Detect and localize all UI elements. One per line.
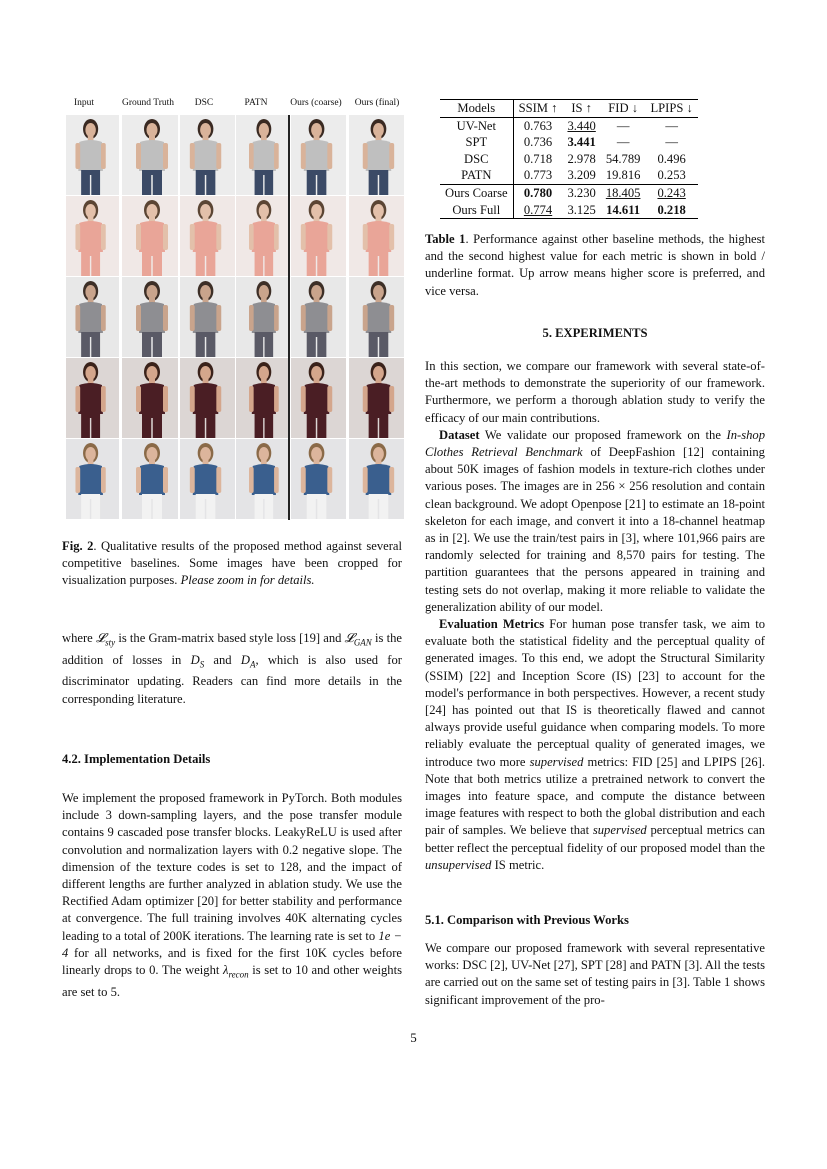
table-row [440, 184, 698, 201]
table-cell: 0.780 [523, 185, 553, 200]
text-run: , which is also used for discriminator updating. Readers can find more details in the corresponding literature. [62, 652, 402, 706]
person-photo-icon [122, 439, 178, 519]
text-run: where [62, 631, 96, 645]
table-row [440, 151, 698, 168]
table-cell: 0.253 [657, 168, 686, 183]
figure-divider-line [288, 115, 290, 520]
table-cell: 0.496 [657, 151, 686, 166]
figure-column-labels [66, 98, 404, 112]
table-cell: 0.736 [523, 135, 553, 150]
text-run: IS metric. [491, 857, 545, 872]
math-ds: $D_S$ [190, 652, 205, 670]
table-cell: — [616, 118, 630, 133]
table-cell: 3.230 [567, 185, 596, 200]
results-table [440, 99, 698, 219]
result-image [180, 115, 235, 195]
section-heading-comparison: 5.1. Comparison with Previous Works [425, 913, 629, 927]
text-run: For human pose transfer task, we aim to evaluate both the statistical fidelity and the perceptual quality of generated images. To this end, we adopt the Structural Similarity (SSIM) [22] and Inception Score (IS) [23] to account for the model's performance in both perspectives. However, a recent study [24] has pointed out that IS is theoretically flawed and cannot always provide useful guidance when comparing models. To more reliably evaluate the perceptual quality of generated images, we introduce two more [425, 617, 765, 769]
math-learning-rate: 1e − 4 [62, 928, 402, 960]
col-label-input: Input [73, 98, 95, 108]
person-photo-icon [291, 277, 346, 357]
table-cell: SPT [440, 134, 513, 151]
table-cell: 54.789 [605, 151, 641, 166]
table-cell: 0.763 [523, 118, 553, 133]
col-label-dsc: DSC [194, 98, 214, 108]
person-photo-icon [66, 277, 119, 357]
table-row [440, 167, 698, 184]
person-photo-icon [180, 439, 235, 519]
person-photo-icon [349, 115, 404, 195]
person-photo-icon [180, 358, 235, 438]
result-image [236, 358, 288, 438]
text-italic: In-shop Clothes Retrieval Benchmark [425, 427, 765, 460]
table-cell: 0.774 [523, 202, 553, 217]
person-photo-icon [122, 358, 178, 438]
math-lambda-recon: $\lambda_{recon}$ [223, 963, 249, 980]
person-photo-icon [236, 439, 288, 519]
text-italic: unsupervised [425, 857, 492, 872]
result-image [236, 115, 288, 195]
section-heading-implementation: 4.2. Implementation Details [62, 752, 211, 766]
table-cell: UV-Net [440, 117, 513, 134]
result-image [349, 115, 404, 195]
text-run: for all networks, and is fixed for the first 10K cycles before linearly drops to 0. The weight [62, 945, 402, 978]
table-header-row [440, 100, 698, 118]
result-image [180, 358, 235, 438]
paragraph-dataset [425, 427, 765, 616]
page-number: 5 [410, 1030, 417, 1045]
result-image [291, 439, 346, 519]
text-run: We implement the proposed framework in PyTorch. Both modules include 3 down-sampling layers, and the pose transfer module contains 9 cascaded pose transfer blocks. LeakyReLU is used after convolution and normalization layers with 0.2 negative slope. The dimension of the texture codes is set to 128, and the impact of different lengths are further analyzed in ablation study. We use the Rectified Adam optimizer [20] for better stability and performance at convergence. The full training involves 40K alternating cycles leading to a total of 200K iterations. The learning rate is set to [62, 791, 402, 943]
person-photo-icon [180, 115, 235, 195]
left-paragraph-implementation [62, 790, 402, 1001]
math-l-sty: 𝓛$_{sty}$ [95, 631, 116, 648]
person-photo-icon [236, 358, 288, 438]
table-header: SSIM ↑ [518, 101, 558, 115]
table-cell: Ours Full [440, 202, 513, 219]
person-photo-icon [66, 196, 119, 276]
section-heading-experiments: 5. EXPERIMENTS [542, 326, 648, 340]
col-label-patn: PATN [244, 98, 268, 108]
table-row [440, 134, 698, 151]
table-cell: 18.405 [605, 185, 641, 200]
results-table-wrap [440, 99, 698, 219]
person-photo-icon [122, 115, 178, 195]
text-run: We validate our proposed framework on the [479, 427, 727, 442]
result-image [180, 277, 235, 357]
left-paragraph-losses [62, 630, 402, 708]
result-image [180, 196, 235, 276]
result-image [66, 439, 119, 519]
person-photo-icon [291, 196, 346, 276]
text-run: of DeepFashion [12] containing about 50K images of fashion models in texture-rich clothes under various poses. The images are in 256 × 256 resolution and contain clean background. We adopt Openpose [21] to estimate an 18-point skeleton for each image, and convert it into a 18-channel heatmap as in [2]. We use the train/test pairs in [3], where 101,966 pairs are randomly selected for training and 8,570 pairs for testing. The partition guarantees that the persons appeared in training and testing sets do not overlap, making it more reliable to validate the generalization ability of our model. [425, 445, 765, 614]
col-label-ours-coarse: Ours (coarse) [290, 98, 342, 108]
run-head-eval: Evaluation Metrics [439, 617, 545, 632]
result-image [291, 196, 346, 276]
result-image [349, 277, 404, 357]
table-caption-text: . Performance against other baseline methods, the highest and the second highest value for each metric is shown in bold / underline format. Up arrow means higher score is preferred, and vice versa. [425, 232, 765, 298]
text-run: is the Gram-matrix based style loss [19] and [115, 631, 345, 645]
person-photo-icon [66, 439, 119, 519]
figure-caption-label: Fig. 2 [62, 539, 94, 553]
table-cell: 3.209 [567, 168, 596, 183]
person-photo-icon [349, 439, 404, 519]
table-header: LPIPS ↓ [650, 101, 693, 115]
table-cell: 0.243 [657, 185, 686, 200]
result-image [236, 439, 288, 519]
result-image [122, 277, 178, 357]
person-photo-icon [180, 196, 235, 276]
person-photo-icon [291, 439, 346, 519]
result-image [349, 196, 404, 276]
paragraph-comparison: We compare our proposed framework with several representative works: DSC [2], UV-Net [27], SPT [28] and PATN [3]. All the tests are carried out on the same set of testing pairs in [3]. Table 1 shows significant improvement of the pro- [425, 941, 765, 1007]
table-cell: 0.218 [657, 202, 686, 217]
person-photo-icon [349, 196, 404, 276]
math-da: $D_A$ [240, 652, 256, 670]
table-cell: 0.773 [523, 168, 553, 183]
table-cell: 0.718 [523, 151, 553, 166]
result-image [236, 196, 288, 276]
result-image [66, 358, 119, 438]
person-photo-icon [122, 277, 178, 357]
table-cell: 2.978 [567, 151, 596, 166]
text-run: is the addition of losses in [62, 631, 402, 667]
table-row [440, 117, 698, 134]
result-image [122, 439, 178, 519]
table-cell: Ours Coarse [440, 184, 513, 201]
table-cell: 19.816 [605, 168, 641, 183]
run-head-dataset: Dataset [439, 427, 480, 442]
paragraph-eval [425, 616, 765, 874]
table-cell: 14.611 [606, 202, 641, 217]
text-run: metrics: FID [25] and LPIPS [26]. Note that both metrics utilize a pretrained network to convert the images into feature space, and compute the distance between image features with respect to both the global distribution and each pair of samples. We believe that [425, 754, 765, 838]
text-italic: supervised [529, 754, 584, 769]
person-photo-icon [349, 277, 404, 357]
table-row [440, 202, 698, 219]
text-run: and [204, 652, 241, 667]
figure-caption-text: . Qualitative results of the proposed method against several competitive baselines. Some images have been cropped for visualization purposes. [62, 539, 402, 588]
result-image [291, 115, 346, 195]
figure-caption-italic: Please zoom in for details. [180, 573, 315, 588]
result-image [66, 196, 119, 276]
text-run: is set to 10 and other weights are set to 5. [62, 963, 402, 999]
col-label-ground-truth: Ground Truth [122, 98, 174, 108]
right-column-body [425, 358, 765, 874]
table-cell: PATN [440, 167, 513, 184]
result-image [236, 277, 288, 357]
person-photo-icon [122, 196, 178, 276]
col-label-ours-final: Ours (final) [354, 98, 400, 108]
result-image [349, 439, 404, 519]
paragraph-intro: In this section, we compare our framework with several state-of-the-art methods to demonstrate the superiority of our framework. Furthermore, we perform a thorough ablation study to verify the efficacy of our main contributions. [425, 359, 765, 425]
result-image [122, 196, 178, 276]
person-photo-icon [236, 115, 288, 195]
person-photo-icon [291, 115, 346, 195]
table-header: Models [440, 100, 513, 118]
table-header: IS ↑ [571, 101, 592, 115]
table-cell: DSC [440, 151, 513, 168]
result-image [122, 358, 178, 438]
person-photo-icon [236, 277, 288, 357]
table-caption-label: Table 1 [425, 232, 466, 246]
qualitative-results-grid [66, 115, 404, 520]
result-image [66, 115, 119, 195]
person-photo-icon [66, 115, 119, 195]
table-cell: — [665, 118, 678, 133]
person-photo-icon [291, 358, 346, 438]
person-photo-icon [66, 358, 119, 438]
table-cell: 3.440 [567, 118, 596, 133]
table-cell: — [665, 135, 678, 150]
table-header: FID ↓ [608, 101, 638, 115]
table-cell: 3.441 [567, 135, 596, 150]
math-l-gan: 𝓛$_{GAN}$ [344, 631, 372, 648]
result-image [291, 277, 346, 357]
figure-caption [62, 538, 402, 590]
person-photo-icon [236, 196, 288, 276]
person-photo-icon [180, 277, 235, 357]
person-photo-icon [349, 358, 404, 438]
result-image [291, 358, 346, 438]
text-italic: supervised [592, 823, 647, 838]
result-image [66, 277, 119, 357]
table-caption [425, 231, 765, 300]
text-run: perceptual metrics can better reflect the perceptual fidelity of our proposed model than the [425, 823, 766, 855]
result-image [349, 358, 404, 438]
result-image [122, 115, 178, 195]
result-image [180, 439, 235, 519]
table-cell: — [616, 135, 630, 150]
table-cell: 3.125 [567, 202, 596, 217]
